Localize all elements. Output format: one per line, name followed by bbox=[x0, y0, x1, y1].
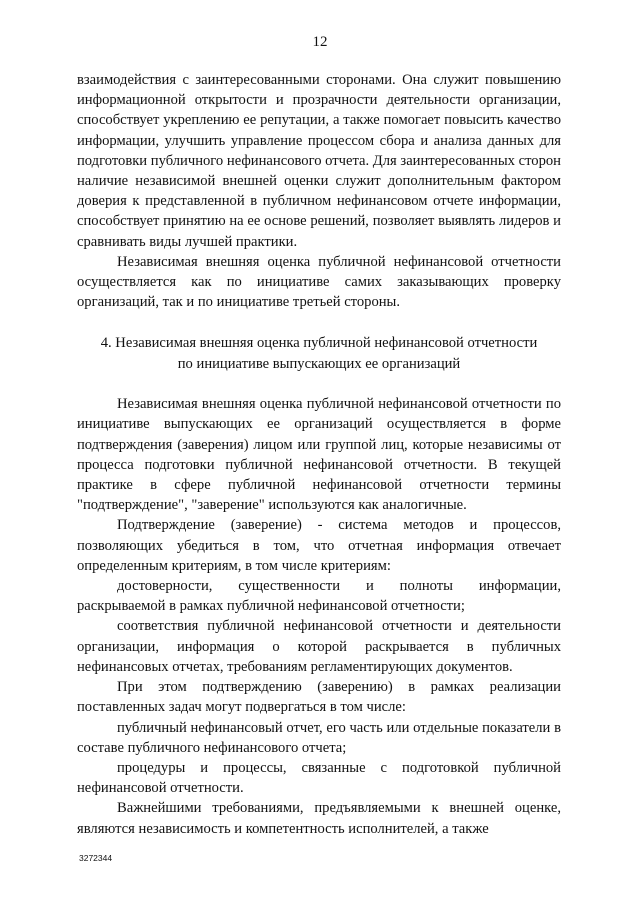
paragraph-criterion-reliability: достоверности, существенности и полноты информации, раскрываемой в рамках публичной нефинансовой отчетности; bbox=[77, 578, 561, 615]
paragraph-assurance-form: Независимая внешняя оценка публичной нефинансовой отчетности по инициативе выпускающих ее организаций осуществляется в форме подтверждения (заверения) лицом или группой лиц, которые независимы от процесса подготовки публичной нефинансовой отчетности. В текущей практике в сфере публичной нефинансовой отчетности термины "подтверждение", "заверение" используются как аналогичные. bbox=[77, 396, 561, 514]
paragraph-subject-procedures: процедуры и процессы, связанные с подготовкой публичной нефинансовой отчетности. bbox=[77, 759, 561, 797]
page-number: 12 bbox=[312, 34, 328, 50]
paragraph-requirements: Важнейшими требованиями, предъявляемыми к внешней оценке, являются независимость и компетентность исполнителей, а также bbox=[77, 800, 561, 837]
section-heading-line-1: 4. Независимая внешняя оценка публичной нефинансовой отчетности bbox=[100, 335, 538, 352]
paragraph-criterion-compliance: соответствия публичной нефинансовой отчетности и деятельности организации, информация о которой раскрывается в публичных нефинансовых отчетах, требованиям регламентирующих документов. bbox=[77, 618, 561, 675]
paragraph-continuation: взаимодействия с заинтересованными сторонами. Она служит повышению информационной открытости и прозрачности деятельности организации, способствует укреплению ее репутации, а также помогает повысить качество информации, улучшить управление процессом сбора и анализа данных для подготовки публичного нефинансового отчета. Для заинтересованных сторон наличие независимой внешней оценки служит дополнительным фактором доверия к представленной в публичном нефинансовом отчете информации, способствует принятию на ее основе решений, позволяет выявлять лидеров и сравнивать виды лучшей практики. bbox=[77, 72, 561, 250]
paragraph-subject-report: публичный нефинансовый отчет, его часть или отдельные показатели в составе публичного нефинансового отчета; bbox=[77, 719, 561, 756]
document-body bbox=[77, 70, 561, 839]
section-heading-line-2: по инициативе выпускающих ее организаций bbox=[177, 355, 461, 372]
document-code: 3272344 bbox=[79, 853, 113, 863]
section-heading bbox=[77, 333, 561, 374]
paragraph-subjects-intro: При этом подтверждению (заверению) в рамках реализации поставленных задач могут подвергаться в том числе: bbox=[77, 679, 561, 716]
paragraph-assurance-definition: Подтверждение (заверение) - система методов и процессов, позволяющих убедиться в том, что отчетная информация отвечает определенным критериям, в том числе критериям: bbox=[77, 517, 561, 574]
paragraph-initiative: Независимая внешняя оценка публичной нефинансовой отчетности осуществляется как по инициативе самих заказывающих проверку организаций, так и по инициативе третьей стороны. bbox=[77, 253, 561, 311]
